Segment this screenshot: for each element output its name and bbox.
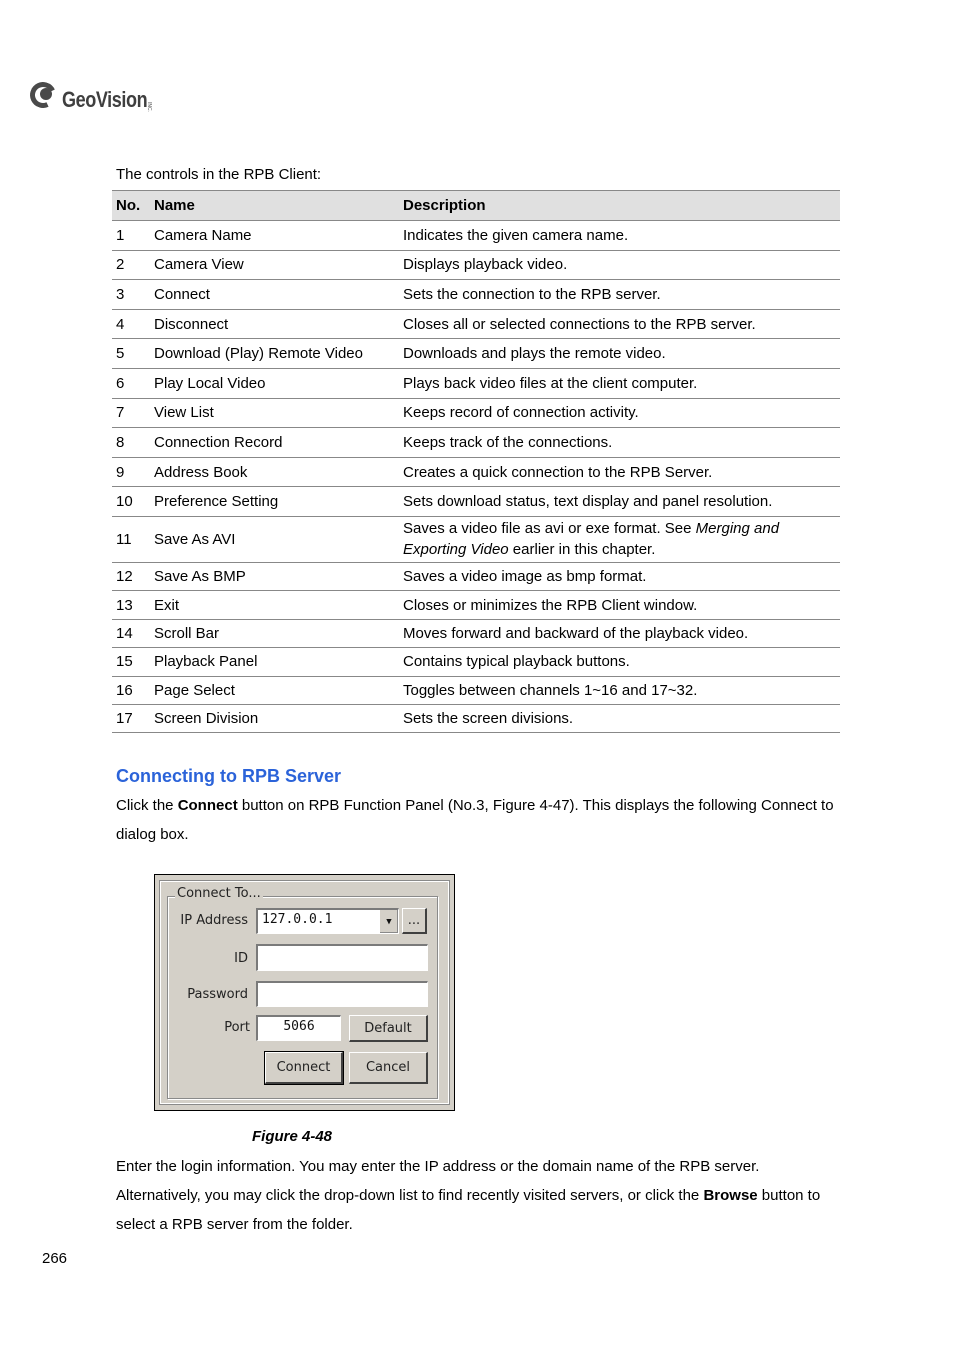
table-row [112,250,840,280]
row-description: Toggles between channels 1~16 and 17~32. [399,676,840,704]
ip-address-label: IP Address [180,913,248,928]
row-no: 3 [112,280,150,310]
ip-address-combo[interactable] [256,908,399,934]
table-row [112,221,840,251]
port-label: Port [224,1020,250,1035]
row-description-text: Saves a video file as avi or exe format. See [403,520,696,538]
port-field[interactable]: 5066 [256,1015,341,1041]
row-description: Indicates the given camera name. [399,221,840,251]
header-name: Name [150,191,399,221]
row-name: Camera Name [150,221,399,251]
row-name: Address Book [150,457,399,487]
geovision-logo [30,72,152,112]
row-description [399,516,840,562]
paragraph-text: Enter the login information. You may enter the IP address or the domain name of the RPB server. Alternatively, you may click the drop-down list to find recently visited servers, or click the [116,1158,760,1204]
table-row [112,676,840,704]
row-no: 13 [112,591,150,619]
table-row [112,619,840,647]
row-no: 17 [112,704,150,732]
table-row [112,591,840,619]
group-title: Connect To... [177,886,261,901]
row-description: Displays playback video. [399,250,840,280]
row-no: 5 [112,339,150,369]
row-description-reference: Merging and Exporting Video [403,520,780,559]
table-row [112,516,840,562]
connect-button[interactable]: Connect [265,1052,343,1084]
row-name: Camera View [150,250,399,280]
row-name: Exit [150,591,399,619]
row-name: Download (Play) Remote Video [150,339,399,369]
password-label: Password [187,987,248,1002]
paragraph-text-end: button on RPB Function Panel (No.3, Figure 4-47). This displays the following Connect to dialog box. [116,797,834,843]
controls-table [112,190,840,733]
connect-to-dialog [154,874,455,1111]
row-name: Disconnect [150,309,399,339]
row-no: 9 [112,457,150,487]
row-description: Closes or minimizes the RPB Client window. [399,591,840,619]
paragraph-text: Click the [116,797,178,814]
figure-caption: Figure 4-48 [252,1128,333,1145]
row-description: Keeps record of connection activity. [399,398,840,428]
row-description: Moves forward and backward of the playback video. [399,619,840,647]
cancel-button[interactable]: Cancel [349,1052,428,1084]
row-description-text-end: earlier in this chapter. [508,541,656,559]
row-description: Downloads and plays the remote video. [399,339,840,369]
row-no: 14 [112,619,150,647]
logo-tm: INC. [145,102,152,112]
row-name: Playback Panel [150,648,399,676]
row-name: Page Select [150,676,399,704]
row-name: Connect [150,280,399,310]
row-description: Keeps track of the connections. [399,428,840,458]
row-no: 12 [112,562,150,590]
password-field[interactable] [256,981,428,1007]
page-number: 266 [42,1250,68,1267]
ip-address-value: 127.0.0.1 [262,912,333,927]
row-name: View List [150,398,399,428]
row-name: Save As BMP [150,562,399,590]
row-name: Save As AVI [150,516,399,562]
row-no: 16 [112,676,150,704]
row-name: Connection Record [150,428,399,458]
paragraph-bold: Browse [703,1187,758,1204]
row-description: Closes all or selected connections to the RPB server. [399,309,840,339]
chevron-down-icon[interactable]: ▼ [379,910,398,933]
row-name: Preference Setting [150,487,399,517]
id-label: ID [234,951,248,966]
row-no: 15 [112,648,150,676]
header-description: Description [399,191,840,221]
table-row [112,398,840,428]
table-intro: The controls in the RPB Client: [116,166,322,183]
table-row [112,309,840,339]
row-description: Saves a video image as bmp format. [399,562,840,590]
table-row [112,704,840,732]
row-no: 2 [112,250,150,280]
row-no: 7 [112,398,150,428]
row-description: Sets download status, text display and panel resolution. [399,487,840,517]
connect-paragraph [116,791,836,849]
row-description: Plays back video files at the client computer. [399,368,840,398]
row-description: Contains typical playback buttons. [399,648,840,676]
section-heading: Connecting to RPB Server [116,766,342,786]
table-row [112,339,840,369]
table-row [112,487,840,517]
table-header-row [112,191,840,221]
table-row [112,368,840,398]
paragraph-text-end: button to select a RPB server from the folder. [116,1187,821,1233]
table-row [112,562,840,590]
default-button[interactable]: Default [349,1015,428,1042]
geovision-logo-icon [30,80,60,112]
table-row [112,457,840,487]
row-name: Scroll Bar [150,619,399,647]
row-name: Screen Division [150,704,399,732]
row-no: 1 [112,221,150,251]
logo-text: GeoVision [62,87,148,112]
row-no: 4 [112,309,150,339]
row-description: Sets the screen divisions. [399,704,840,732]
login-paragraph [116,1152,836,1239]
table-row [112,648,840,676]
row-no: 8 [112,428,150,458]
row-no: 10 [112,487,150,517]
browse-button[interactable]: ... [402,908,427,934]
header-no: No. [112,191,150,221]
row-no: 6 [112,368,150,398]
row-description: Creates a quick connection to the RPB Server. [399,457,840,487]
table-row [112,280,840,310]
paragraph-bold: Connect [177,797,238,814]
table-row [112,428,840,458]
id-field[interactable] [256,944,428,971]
row-description: Sets the connection to the RPB server. [399,280,840,310]
row-name: Play Local Video [150,368,399,398]
row-no: 11 [112,516,150,562]
